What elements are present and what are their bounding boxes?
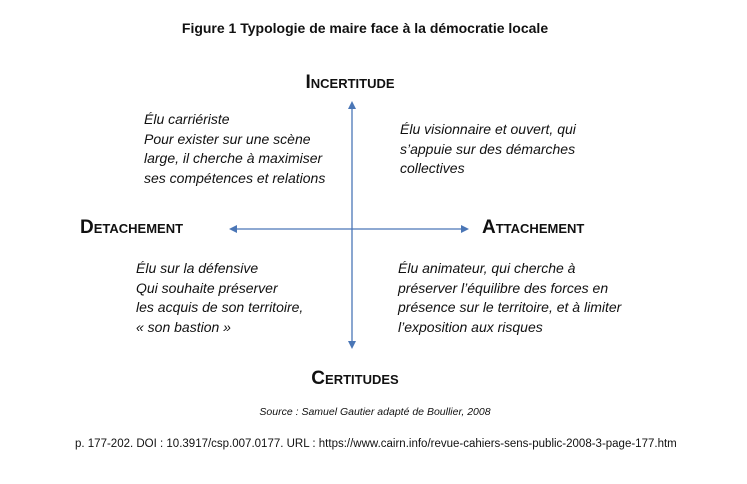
quadrant-bottom-right [398, 259, 621, 337]
quadrant-line: les acquis de son territoire, [136, 299, 304, 315]
quadrant-top-right [400, 120, 576, 179]
quadrant-line: Élu carriériste [144, 111, 230, 127]
quadrant-line: large, il cherche à maximiser [144, 150, 323, 166]
axis-label-right: Attachement [482, 217, 585, 238]
reference-citation: p. 177-202. DOI : 10.3917/csp.007.0177. URL : https://www.cairn.info/revue-cahiers-sens-public-2008-3-page-177.htm [75, 438, 677, 450]
quadrant-line: Élu sur la défensive [136, 260, 259, 276]
quadrant-line: Qui souhaite préserver [136, 279, 278, 296]
quadrant-line: Pour exister sur une scène [144, 130, 311, 147]
axis-label-top: Incertitude [305, 72, 395, 93]
quadrant-line: s’appuie sur des démarches [400, 140, 576, 157]
quadrant-line: l’exposition aux risques [398, 318, 543, 335]
quadrant-line: « son bastion » [136, 318, 231, 335]
quadrant-line: présence sur le territoire, et à limiter [398, 299, 622, 315]
quadrant-line: Élu visionnaire et ouvert, qui [400, 121, 576, 137]
quadrant-line: préserver l’équilibre des forces en [398, 279, 609, 296]
axis-label-bottom: Certitudes [311, 368, 399, 389]
source-caption: Source : Samuel Gautier adapté de Boullier, 2008 [259, 406, 491, 418]
axis-label-left: Detachement [80, 217, 184, 238]
figure-title: Figure 1 Typologie de maire face à la démocratie locale [181, 20, 549, 36]
quadrant-line: collectives [400, 160, 465, 176]
quadrant-line: Élu animateur, qui cherche à [398, 260, 576, 276]
quadrant-bottom-left [136, 259, 303, 337]
quadrant-line: ses compétences et relations [144, 169, 326, 186]
quadrant-top-left [144, 110, 325, 188]
